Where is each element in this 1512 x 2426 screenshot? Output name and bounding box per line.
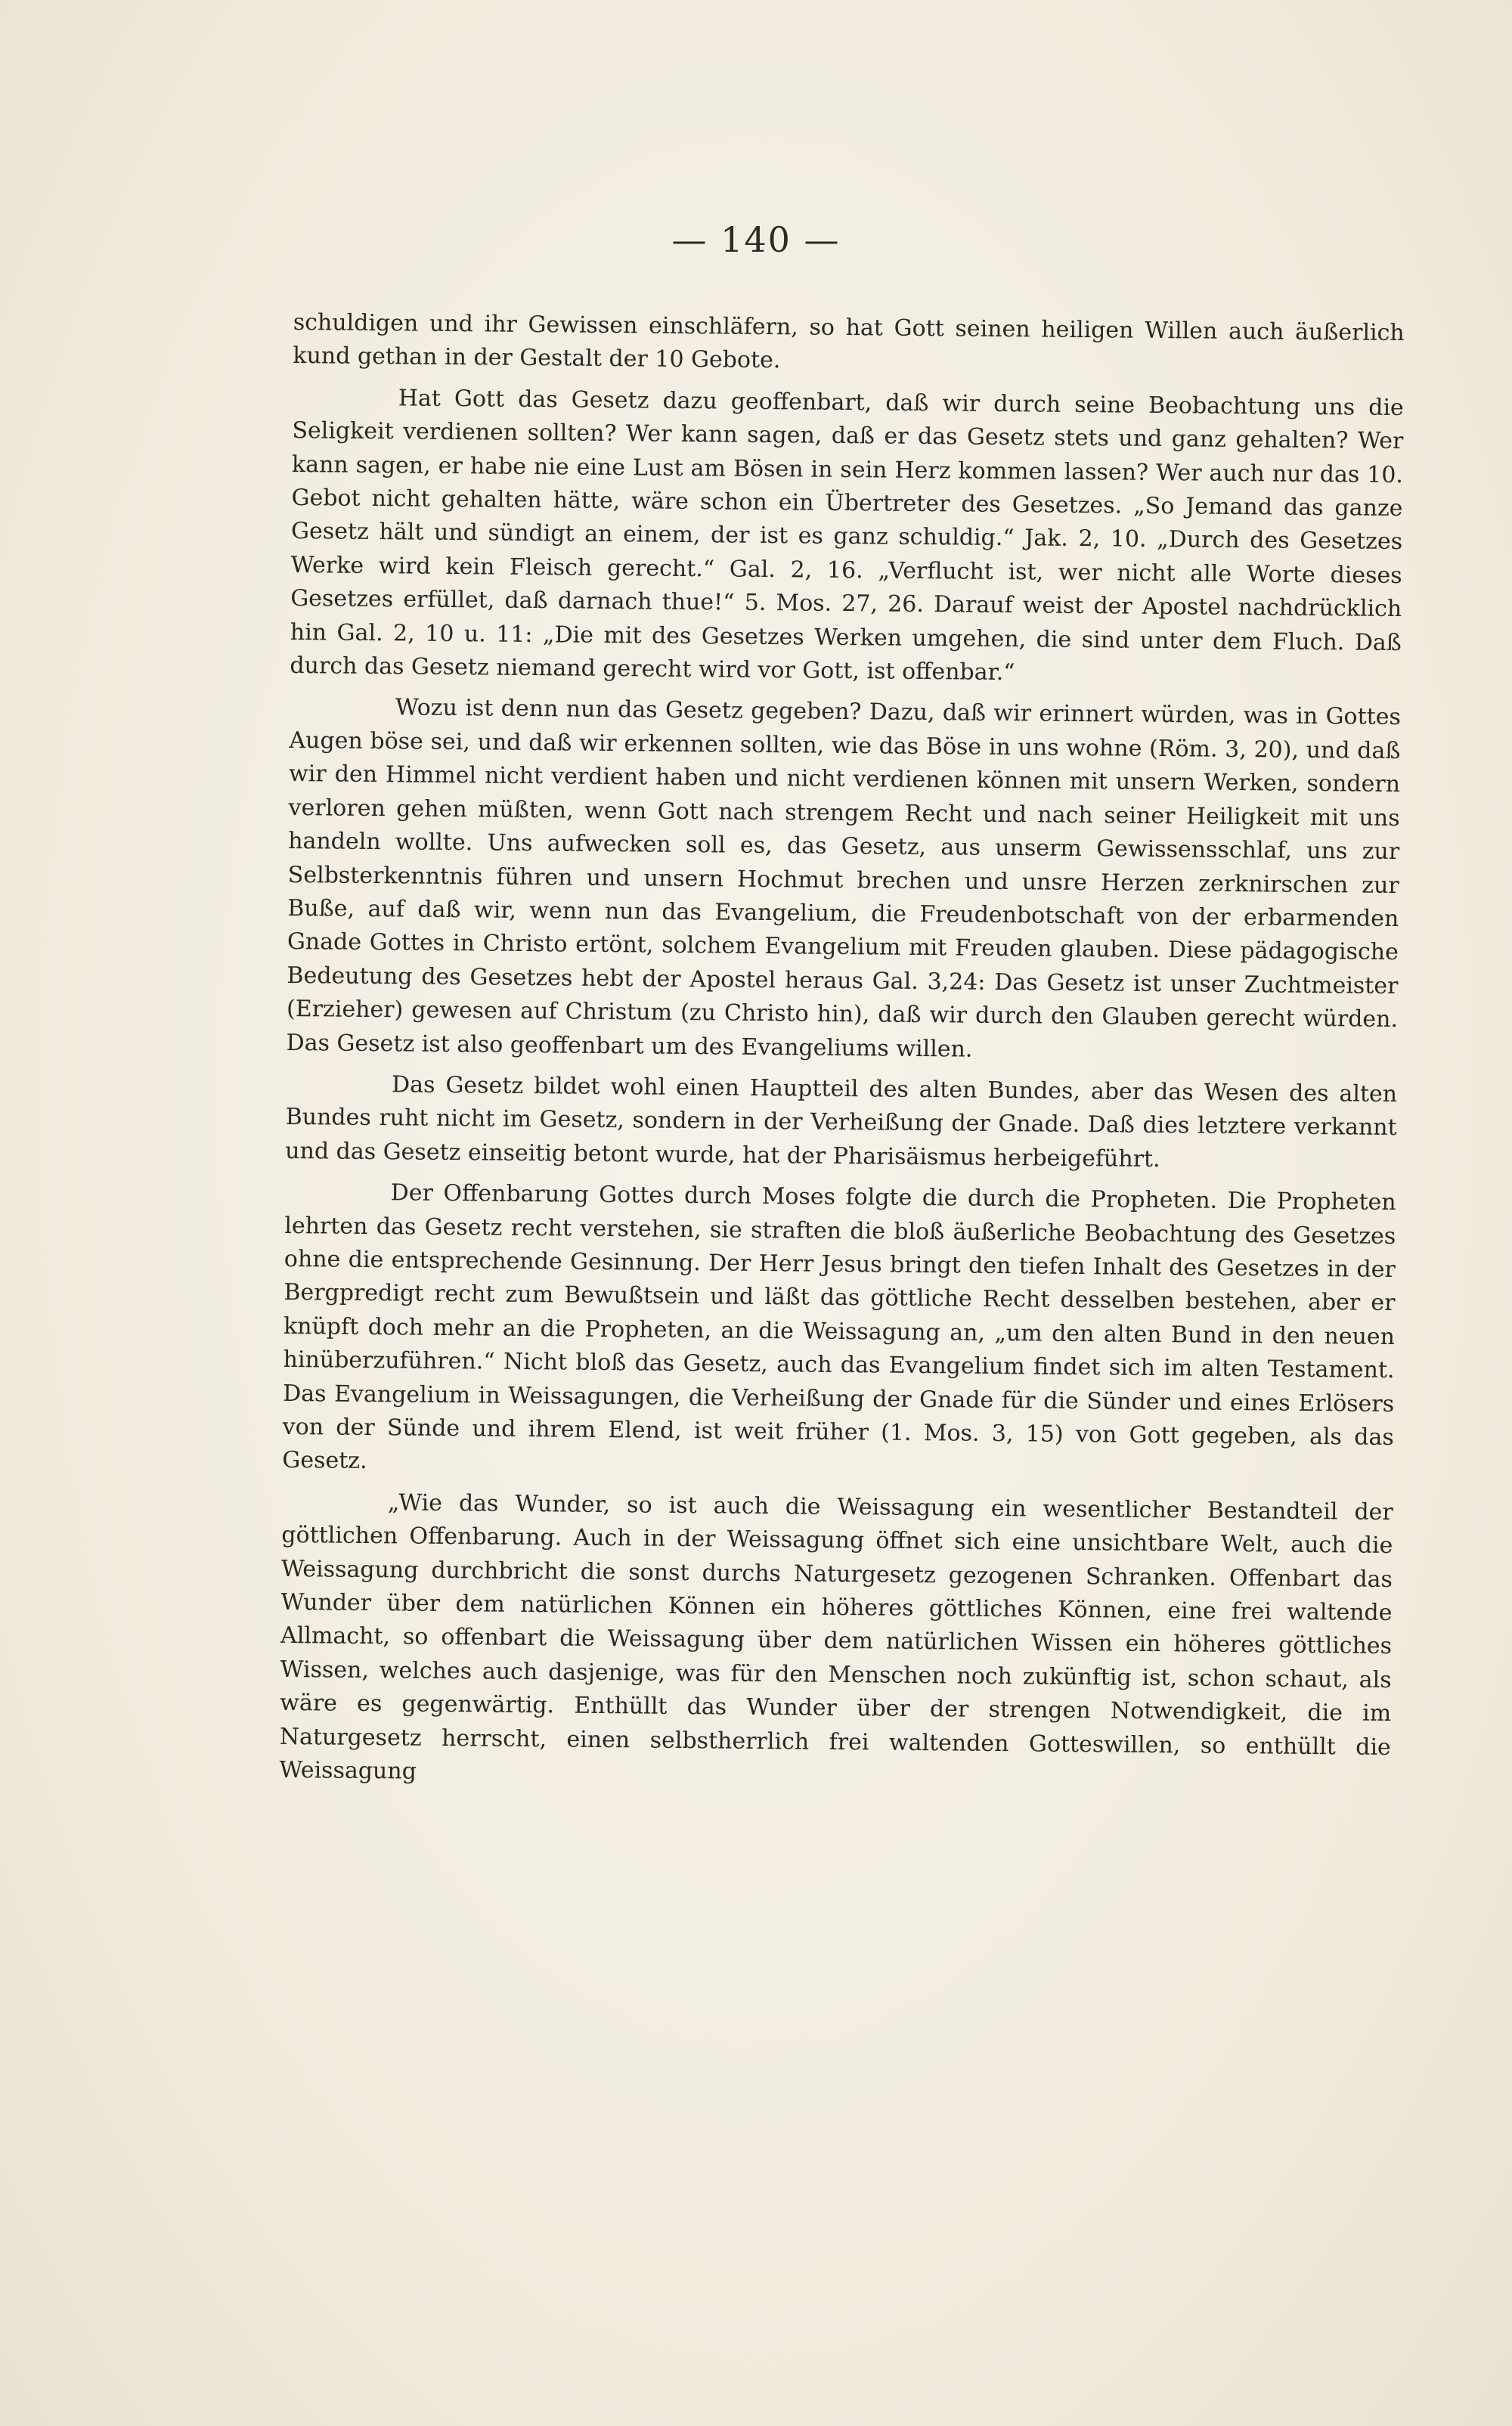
paragraph: „Wie das Wunder, so ist auch die Weissagung ein wesentlicher Bestandteil der göttlichen Offenbarung. Auch in der Weissagung öffnet sich eine unsichtbare Welt, auch die Weissagung durchbricht die sonst durchs Naturgesetz gezogenen Schranken. Offenbart das Wunder über dem natürlichen Können ein höheres göttliches Können, eine frei waltende Allmacht, so offenbart die Weissagung über dem natürlichen Wissen ein höheres göttliches Wissen, welches auch dasjenige, was für den Menschen noch zukünftig ist, schon schaut, als wäre es gegenwärtig. Enthüllt das Wunder über der strengen Notwendigkeit, die im Naturgesetz herrscht, einen selbstherrlich frei waltenden Gotteswillen, so enthüllt die Weissagung [279, 1489, 1393, 1785]
body-text [279, 306, 1405, 1805]
paragraph: Wozu ist denn nun das Gesetz gegeben? Dazu, daß wir erinnert würden, was in Gottes Augen böse sei, und daß wir erkennen sollten, wie das Böse in uns wohne (Röm. 3, 20), und daß wir den Himmel nicht verdient haben und nicht verdienen können mit unsern Werken, sondern verloren gehen müßten, wenn Gott nach strengem Recht und nach seiner Heiligkeit mit uns handeln wollte. Uns aufwecken soll es, das Gesetz, aus unserm Gewissensschlaf, uns zur Selbsterkenntnis führen und unsern Hochmut brechen und unsre Herzen zerknirschen zur Buße, auf daß wir, wenn nun das Evangelium, die Freudenbotschaft von der erbarmenden Gnade Gottes in Christo ertönt, solchem Evangelium mit Freuden glauben. Diese pädagogische Bedeutung des Gesetzes hebt der Apostel heraus Gal. 3,24: Das Gesetz ist unser Zuchtmeister (Erzieher) gewesen auf Christum (zu Christo hin), daß wir durch den Glauben gerecht würden. Das Gesetz ist also geoffenbart um des Evangeliums willen. [286, 694, 1402, 1063]
paragraph: Hat Gott das Gesetz dazu geoffenbart, daß wir durch seine Beobachtung uns die Seligkeit verdienen sollten? Wer kann sagen, daß er das Gesetz stets und ganz gehalten? Wer kann sagen, er habe nie eine Lust am Bösen in sein Herz kommen lassen? Wer auch nur das 10. Gebot nicht gehalten hätte, wäre schon ein Übertreter des Gesetzes. „So Jemand das ganze Gesetz hält und sündigt an einem, der ist es ganz schuldig.“ Jak. 2, 10. „Durch des Gesetzes Werke wird kein Fleisch gerecht.“ Gal. 2, 16. „Verflucht ist, wer nicht alle Worte dieses Gesetzes erfüllet, daß darnach thue!“ 5. Mos. 27, 26. Darauf weist der Apostel nachdrücklich hin Gal. 2, 10 u. 11: „Die mit des Gesetzes Werken umgehen, die sind unter dem Fluch. Daß durch das Gesetz niemand gerecht wird vor Gott, ist offenbar.“ [290, 385, 1404, 686]
paragraph: Der Offenbarung Gottes durch Moses folgte die durch die Propheten. Die Propheten lehrten das Gesetz recht verstehen, sie straften die bloß äußerliche Beobachtung des Gesetzes ohne die entsprechende Gesinnung. Der Herr Jesus bringt den tiefen Inhalt des Gesetzes in der Bergpredigt recht zum Bewußtsein und läßt das göttliche Recht desselben bestehen, aber er knüpft doch mehr an die Propheten, an die Weissagung an, „um den alten Bund in den neuen hinüberzuführen.“ Nicht bloß das Gesetz, auch das Evangelium findet sich im alten Testament. Das Evangelium in Weissagungen, die Verheißung der Gnade für die Sünder und eines Erlösers von der Sünde und ihrem Elend, ist weit früher (1. Mos. 3, 15) von Gott gegeben, als das Gesetz. [282, 1179, 1396, 1475]
paragraph: Das Gesetz bildet wohl einen Hauptteil des alten Bundes, aber das Wesen des alten Bundes ruht nicht im Gesetz, sondern in der Verheißung der Gnade. Daß dies letztere verkannt und das Gesetz einseitig betont wurde, hat der Pharisäismus herbeigeführt. [285, 1071, 1398, 1173]
paragraph: schuldigen und ihr Gewissen einschläfern, so hat Gott seinen heiligen Willen auch äußerlich kund gethan in der Gestalt der 10 Gebote. [293, 308, 1405, 374]
page-number: — 140 — [671, 219, 841, 260]
